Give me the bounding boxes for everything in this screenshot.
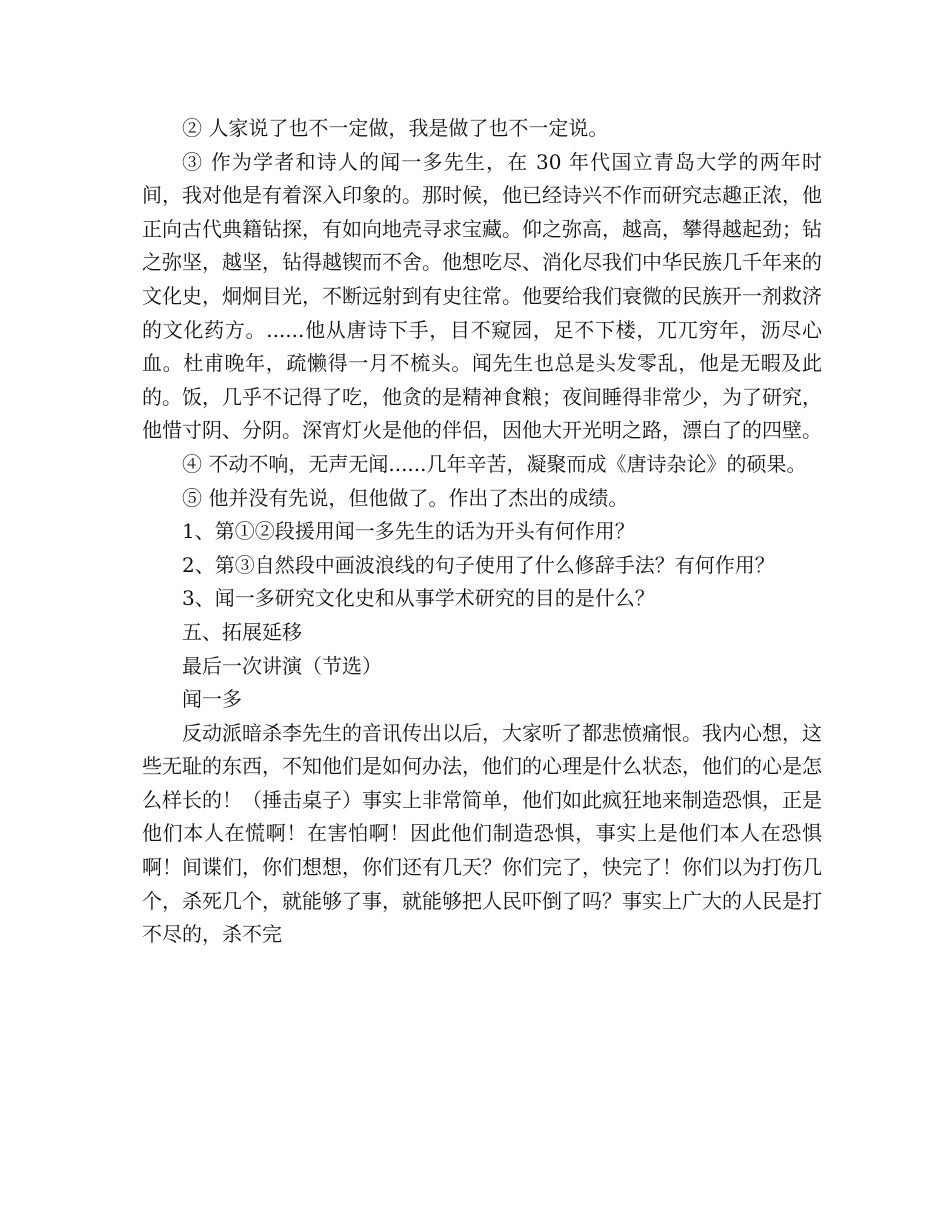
excerpt-title: 最后一次讲演（节选） [182, 653, 382, 678]
question-2: 2、第③自然段中画波浪线的句子使用了什么修辞手法？有何作用？ [182, 552, 775, 577]
excerpt-author: 闻一多 [182, 687, 242, 712]
paragraph-memoir-5: ⑤ 他并没有先说，但他做了。作出了杰出的成绩。 [182, 485, 629, 510]
question-3: 3、闻一多研究文化史和从事学术研究的目的是什么？ [182, 586, 655, 611]
paragraph-speech: 反动派暗杀李先生的音讯传出以后，大家听了都悲愤痛恨。我内心想，这些无耻的东西，不知他们是如何办法，他们的心理是什么状态，他们的心是怎么样长的！（捶击桌子）事实上非常简单，他们如此疯狂地来制造恐惧，正是他们本人在慌啊！在害怕啊！因此他们制造恐惧，事实上是他们本人在恐惧啊！间谍们，你们想想，你们还有几天？你们完了，快完了！你们以为打伤几个，杀死几个，就能够了事，就能够把人民吓倒了吗？事实上广大的人民是打不尽的，杀不完 [142, 720, 822, 947]
document-page [142, 112, 822, 952]
paragraph-quote-2: ② 人家说了也不一定做，我是做了也不一定说。 [182, 116, 609, 140]
question-1: 1、第①②段援用闻一多先生的话为开头有何作用？ [182, 519, 635, 544]
section-heading: 五、拓展延移 [182, 619, 302, 644]
paragraph-memoir-3: ③ 作为学者和诗人的闻一多先生，在 30 年代国立青岛大学的两年时间，我对他是有着深入印象的。那时候，他已经诗兴不作而研究志趣正浓，他正向古代典籍钻探，有如向地壳寻求宝藏。仰之弥高，越高，攀得越起劲；钻之弥坚，越坚，钻得越锲而不舍。他想吃尽、消化尽我们中华民族几千年来的文化史，炯炯目光，不断远射到有史往常。他要给我们衰微的民族开一剂救济的文化药方。......他从唐诗下手，目不窥园，足不下楼，兀兀穷年，沥尽心血。杜甫晚年，疏懒得一月不梳头。闻先生也总是头发零乱，他是无暇及此的。饭，几乎不记得了吃，他贪的是精神食粮；夜间睡得非常少，为了研究，他惜寸阴、分阴。深宵灯火是他的伴侣，因他大开光明之路，漂白了的四壁。 [142, 149, 822, 443]
paragraph-memoir-4: ④ 不动不响，无声无闻......几年辛苦，凝聚而成《唐诗杂论》的硕果。 [182, 451, 807, 476]
